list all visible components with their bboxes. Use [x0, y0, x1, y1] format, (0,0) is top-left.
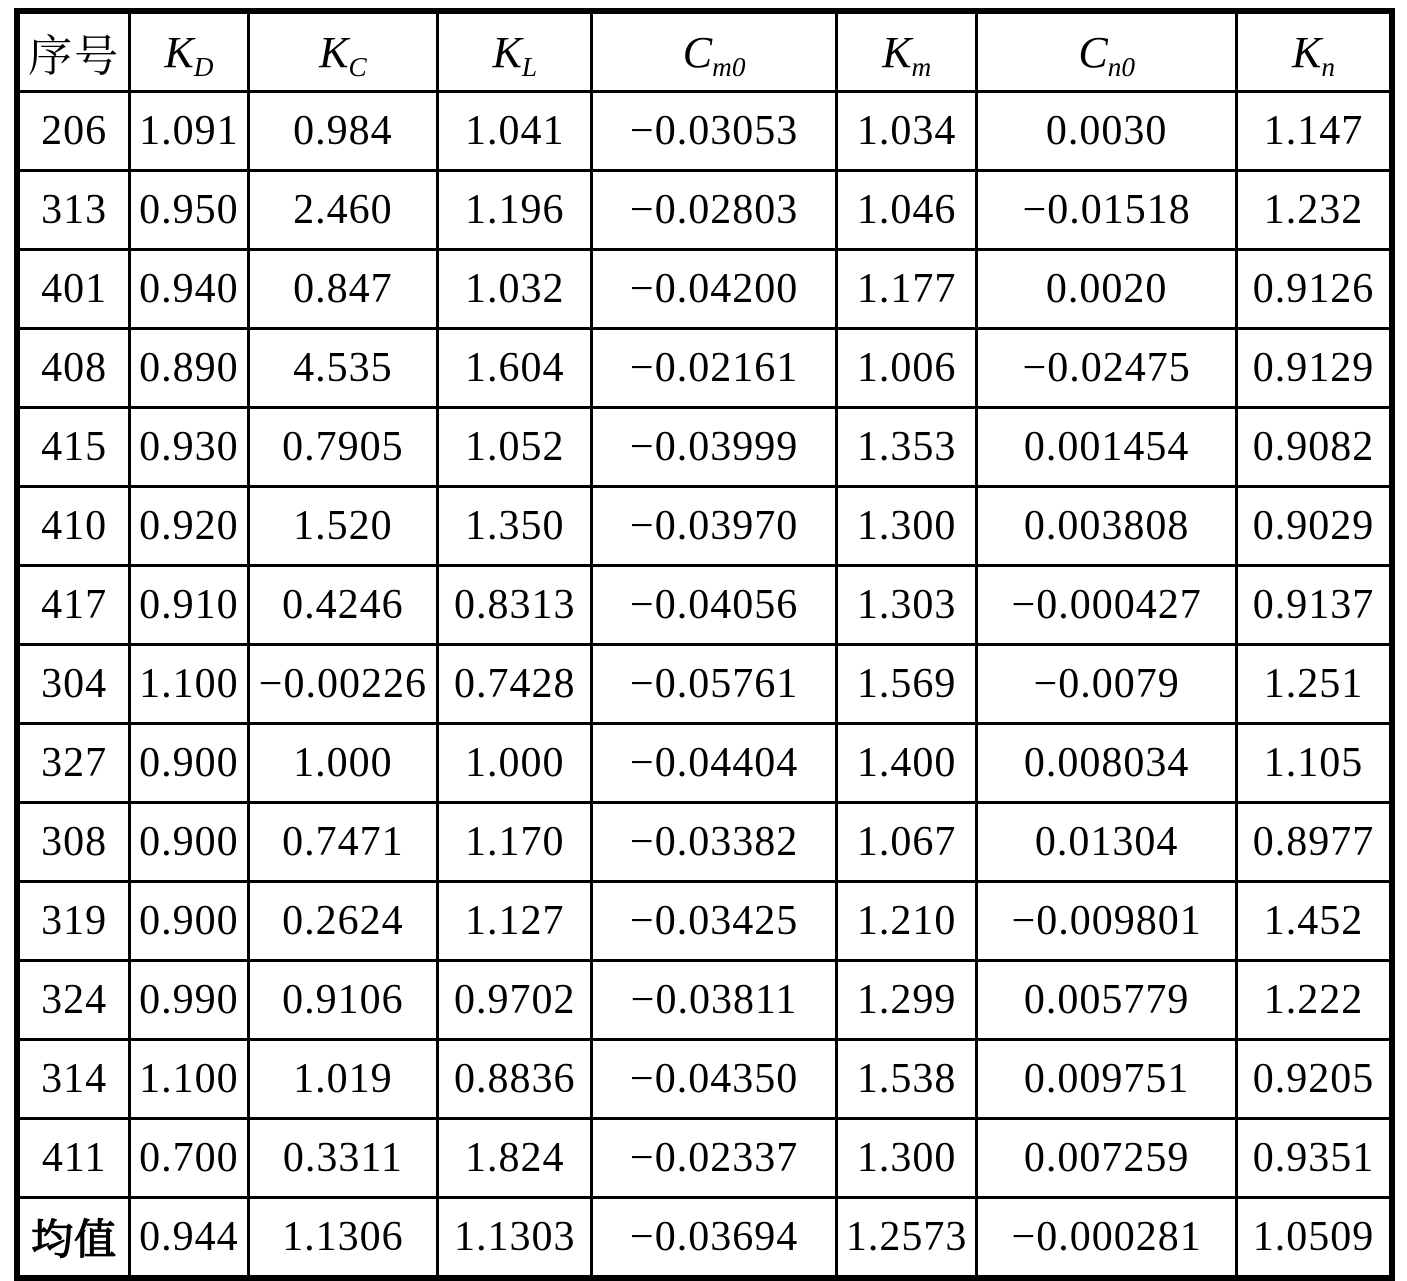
cell-value: −0.03970	[592, 487, 837, 566]
cell-value: 0.0020	[977, 250, 1237, 329]
column-header-subscript: n	[1321, 52, 1336, 83]
column-header-kl	[438, 11, 592, 92]
cell-serial: 304	[17, 645, 130, 724]
cell-value: 1.353	[836, 408, 976, 487]
cell-value: 1.105	[1237, 724, 1392, 803]
cell-value: 0.9126	[1237, 250, 1392, 329]
cell-serial: 415	[17, 408, 130, 487]
cell-serial: 308	[17, 803, 130, 882]
cell-value: 1.0509	[1237, 1198, 1392, 1279]
table-row	[17, 645, 1392, 724]
cell-serial: 313	[17, 171, 130, 250]
table-row	[17, 408, 1392, 487]
cell-value: −0.03999	[592, 408, 837, 487]
column-header-km	[836, 11, 976, 92]
column-header-kd	[130, 11, 248, 92]
cell-value: 0.890	[130, 329, 248, 408]
column-header-serial	[17, 11, 130, 92]
cell-value: 0.8977	[1237, 803, 1392, 882]
cell-value: 1.196	[438, 171, 592, 250]
cell-serial: 319	[17, 882, 130, 961]
column-header-subscript: D	[193, 52, 214, 83]
column-header-subscript: m	[911, 52, 932, 83]
cell-value: 0.3311	[248, 1119, 438, 1198]
cell-value: −0.04056	[592, 566, 837, 645]
cell-value: 1.091	[130, 92, 248, 171]
cell-value: 0.7471	[248, 803, 438, 882]
cell-value: 1.1306	[248, 1198, 438, 1279]
cell-value: 1.127	[438, 882, 592, 961]
cell-value: −0.000427	[977, 566, 1237, 645]
cell-value: 1.251	[1237, 645, 1392, 724]
cell-value: −0.03425	[592, 882, 837, 961]
cell-value: 1.1303	[438, 1198, 592, 1279]
cell-value: −0.00226	[248, 645, 438, 724]
cell-serial: 均值	[17, 1198, 130, 1279]
cell-serial: 408	[17, 329, 130, 408]
cell-value: 1.000	[438, 724, 592, 803]
cell-value: 1.100	[130, 645, 248, 724]
cell-value: 1.067	[836, 803, 976, 882]
cell-value: 1.000	[248, 724, 438, 803]
cell-value: 0.003808	[977, 487, 1237, 566]
cell-value: 1.350	[438, 487, 592, 566]
table-row	[17, 961, 1392, 1040]
cell-value: 0.8836	[438, 1040, 592, 1119]
cell-value: 1.452	[1237, 882, 1392, 961]
cell-value: −0.000281	[977, 1198, 1237, 1279]
cell-value: 0.9137	[1237, 566, 1392, 645]
cell-serial: 410	[17, 487, 130, 566]
cell-value: 1.2573	[836, 1198, 976, 1279]
column-header-kn	[1237, 11, 1392, 92]
cell-value: −0.04350	[592, 1040, 837, 1119]
table-row	[17, 1040, 1392, 1119]
cell-value: −0.01518	[977, 171, 1237, 250]
cell-value: −0.02803	[592, 171, 837, 250]
column-header-cn0	[977, 11, 1237, 92]
cell-value: 0.9106	[248, 961, 438, 1040]
table-row	[17, 329, 1392, 408]
cell-value: 0.001454	[977, 408, 1237, 487]
table-row	[17, 882, 1392, 961]
cell-value: 4.535	[248, 329, 438, 408]
cell-value: 0.900	[130, 803, 248, 882]
cell-value: −0.009801	[977, 882, 1237, 961]
column-header-subscript: n0	[1107, 52, 1135, 83]
cell-serial: 401	[17, 250, 130, 329]
column-header-kc	[248, 11, 438, 92]
cell-value: 1.210	[836, 882, 976, 961]
cell-value: 0.9205	[1237, 1040, 1392, 1119]
header-row	[17, 11, 1392, 92]
table-row	[17, 724, 1392, 803]
cell-value: 1.300	[836, 1119, 976, 1198]
cell-value: 1.400	[836, 724, 976, 803]
cell-value: 0.9129	[1237, 329, 1392, 408]
cell-value: 0.009751	[977, 1040, 1237, 1119]
cell-value: −0.02475	[977, 329, 1237, 408]
cell-value: 0.2624	[248, 882, 438, 961]
column-header-label: K	[319, 27, 349, 77]
cell-serial: 417	[17, 566, 130, 645]
cell-value: 1.177	[836, 250, 976, 329]
cell-serial: 206	[17, 92, 130, 171]
cell-value: −0.04404	[592, 724, 837, 803]
cell-value: 1.538	[836, 1040, 976, 1119]
cell-serial: 411	[17, 1119, 130, 1198]
cell-value: −0.03053	[592, 92, 837, 171]
table-row	[17, 92, 1392, 171]
cell-value: 0.950	[130, 171, 248, 250]
coefficient-table	[14, 8, 1395, 1281]
cell-value: 0.8313	[438, 566, 592, 645]
cell-value: 0.007259	[977, 1119, 1237, 1198]
table-body	[17, 92, 1392, 1279]
cell-value: 0.9029	[1237, 487, 1392, 566]
cell-value: 1.222	[1237, 961, 1392, 1040]
cell-value: −0.03811	[592, 961, 837, 1040]
cell-value: 0.7428	[438, 645, 592, 724]
cell-value: 1.100	[130, 1040, 248, 1119]
cell-serial: 324	[17, 961, 130, 1040]
cell-value: −0.03694	[592, 1198, 837, 1279]
cell-value: −0.02337	[592, 1119, 837, 1198]
cell-value: 1.299	[836, 961, 976, 1040]
table-row	[17, 250, 1392, 329]
cell-value: 1.032	[438, 250, 592, 329]
cell-value: 0.944	[130, 1198, 248, 1279]
cell-value: 0.990	[130, 961, 248, 1040]
cell-value: 0.930	[130, 408, 248, 487]
cell-value: 0.005779	[977, 961, 1237, 1040]
column-header-label: 序号	[28, 32, 121, 81]
cell-value: 1.604	[438, 329, 592, 408]
cell-value: 0.920	[130, 487, 248, 566]
cell-value: −0.0079	[977, 645, 1237, 724]
cell-value: 1.147	[1237, 92, 1392, 171]
cell-value: 2.460	[248, 171, 438, 250]
table-row	[17, 1119, 1392, 1198]
cell-value: 1.569	[836, 645, 976, 724]
cell-value: −0.04200	[592, 250, 837, 329]
cell-value: 0.700	[130, 1119, 248, 1198]
table-row	[17, 803, 1392, 882]
cell-value: 0.900	[130, 724, 248, 803]
column-header-subscript: C	[348, 52, 367, 83]
column-header-label: C	[1078, 27, 1108, 77]
cell-value: 0.4246	[248, 566, 438, 645]
cell-value: 0.9082	[1237, 408, 1392, 487]
cell-value: 1.052	[438, 408, 592, 487]
column-header-label: C	[682, 27, 713, 77]
table-row	[17, 171, 1392, 250]
table-row	[17, 1198, 1392, 1279]
cell-value: 1.019	[248, 1040, 438, 1119]
cell-value: −0.03382	[592, 803, 837, 882]
cell-value: 0.9702	[438, 961, 592, 1040]
column-header-label: K	[164, 27, 194, 77]
cell-value: 1.303	[836, 566, 976, 645]
cell-value: 1.520	[248, 487, 438, 566]
cell-serial: 327	[17, 724, 130, 803]
cell-value: 0.847	[248, 250, 438, 329]
cell-value: 1.034	[836, 92, 976, 171]
cell-value: −0.05761	[592, 645, 837, 724]
table-row	[17, 566, 1392, 645]
column-header-label: K	[492, 27, 522, 77]
cell-value: 1.824	[438, 1119, 592, 1198]
cell-value: 0.940	[130, 250, 248, 329]
cell-value: 0.900	[130, 882, 248, 961]
cell-value: 0.01304	[977, 803, 1237, 882]
cell-value: −0.02161	[592, 329, 837, 408]
cell-value: 1.232	[1237, 171, 1392, 250]
cell-value: 0.984	[248, 92, 438, 171]
cell-value: 1.170	[438, 803, 592, 882]
cell-value: 0.0030	[977, 92, 1237, 171]
column-header-label: K	[882, 27, 912, 77]
cell-value: 0.9351	[1237, 1119, 1392, 1198]
cell-value: 1.006	[836, 329, 976, 408]
cell-value: 1.041	[438, 92, 592, 171]
cell-value: 1.300	[836, 487, 976, 566]
cell-value: 1.046	[836, 171, 976, 250]
column-header-label: K	[1292, 27, 1322, 77]
cell-value: 0.7905	[248, 408, 438, 487]
table-row	[17, 487, 1392, 566]
cell-value: 0.008034	[977, 724, 1237, 803]
cell-serial: 314	[17, 1040, 130, 1119]
column-header-subscript: L	[521, 52, 538, 83]
cell-value: 0.910	[130, 566, 248, 645]
column-header-cm0	[592, 11, 837, 92]
column-header-subscript: m0	[712, 52, 746, 83]
